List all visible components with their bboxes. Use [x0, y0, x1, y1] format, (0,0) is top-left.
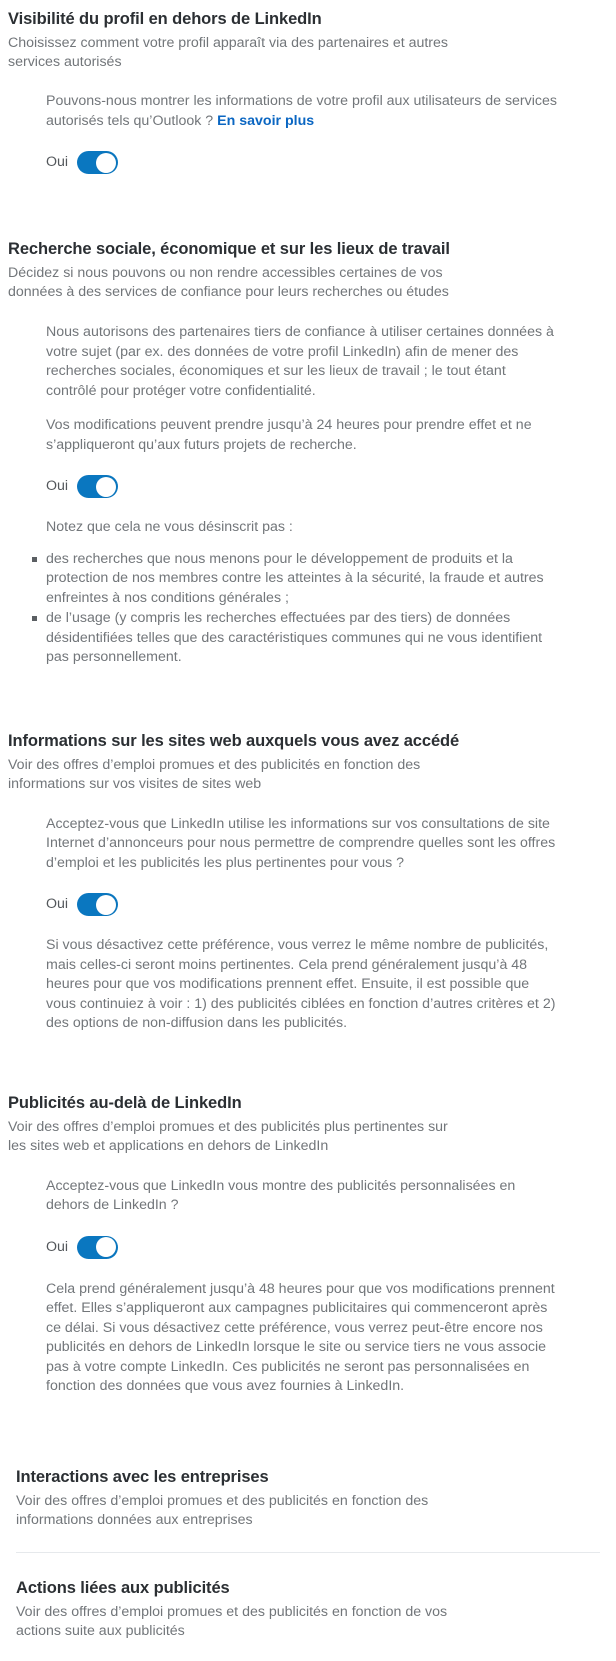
detail-paragraph: Vos modifications peuvent prendre jusqu’à 24 heures pour prendre effet et ne s’appliqueront qu’aux futurs projets de recherche.	[46, 417, 532, 453]
list-item-text: de l’usage (y compris les recherches effectuées par des tiers) de données désidentifiées telles que des caractéristiques communes qui ne vous identifient pas personnellement.	[46, 610, 543, 665]
toggle-knob	[96, 153, 116, 173]
section-profile-visibility-outside-linkedin	[8, 0, 608, 174]
section-detail	[46, 815, 608, 1034]
section-header	[8, 730, 608, 794]
bullet-square-icon	[32, 616, 37, 621]
section-subtitle: Voir des offres d’emploi promues et des publicités plus pertinentes sur les sites web et applications en dehors de LinkedIn	[8, 1118, 448, 1154]
section-subtitle: Voir des offres d’emploi promues et des publicités en fonction des informations données aux entreprises	[16, 1492, 429, 1528]
toggle-state-label: Oui	[46, 1238, 69, 1255]
section-subtitle: Décidez si nous pouvons ou non rendre accessibles certaines de vos données à des services de confiance pour leurs recherches ou études	[8, 265, 449, 300]
section-ad-related-actions[interactable]	[8, 1553, 608, 1641]
website-info-toggle[interactable]	[77, 893, 118, 916]
bullet-square-icon	[32, 557, 37, 562]
section-websites-you-visited	[8, 668, 608, 1034]
footnote: Si vous désactivez cette préférence, vous verrez le même nombre de publicités, mais celles-ci seront moins pertinentes. Cela prend généralement jusqu’à 48 heures pour que vos modifications prennent effet. Ensuite, il est possible que vous continuiez à voir : 1) des publicités ciblées en fonction d’autres critères et 2) des options de non-diffusion dans les publicités.	[46, 937, 556, 1031]
toggle-row	[46, 475, 608, 498]
consent-question	[46, 92, 558, 131]
consent-question: Acceptez-vous que LinkedIn utilise les informations sur vos consultations de site Internet d’annonceurs pour nous permettre de comprendre quelles sont les offres d’emploi et les publicités les plus pertinentes pour vous ?	[46, 815, 556, 871]
toggle-row	[46, 1236, 608, 1259]
consent-question: Acceptez-vous que LinkedIn vous montre des publicités personnalisées en dehors de LinkedIn ?	[46, 1177, 516, 1213]
profile-visibility-toggle[interactable]	[77, 151, 118, 174]
section-subtitle: Voir des offres d’emploi promues et des publicités en fonction des informations sur vos visites de sites web	[8, 756, 421, 792]
toggle-state-label: Oui	[46, 478, 69, 494]
list-item	[32, 550, 566, 609]
learn-more-link[interactable]: En savoir plus	[217, 112, 315, 129]
detail-paragraph: Nous autorisons des partenaires tiers de confiance à utiliser certaines données à votre sujet (par ex. des données de votre profil LinkedIn) afin de mener des recherches sociales, économiques et sur les lieux de travail ; le tout étant contrôlé pour protéger votre confidentialité.	[46, 324, 554, 399]
section-title: Publicités au-delà de LinkedIn	[8, 1093, 242, 1112]
section-title: Actions liées aux publicités	[16, 1578, 230, 1597]
list-item	[32, 609, 566, 668]
footnote: Cela prend généralement jusqu’à 48 heures pour que vos modifications prennent effet. Elles s’appliqueront aux campagnes publicitaires qui commenceront après ce délai. Si vous désactivez cette préférence, vous verrez peut-être encore nos publicités en dehors de LinkedIn lorsque le site ou service tiers ne vous associe pas à votre compte LinkedIn. Ces publicités ne seront pas personnalisées en fonction des données que vous avez fournies à LinkedIn.	[46, 1280, 555, 1394]
toggle-state-label: Oui	[46, 896, 69, 912]
section-ads-beyond-linkedin	[8, 1034, 608, 1397]
section-title: Informations sur les sites web auxquels vous avez accédé	[8, 731, 460, 750]
toggle-state-label: Oui	[46, 154, 69, 170]
section-detail	[46, 92, 608, 174]
section-social-economic-workplace-research	[8, 174, 608, 668]
toggle-knob	[96, 1237, 116, 1257]
research-consent-toggle[interactable]	[77, 475, 118, 498]
section-title: Interactions avec les entreprises	[16, 1467, 269, 1486]
consent-question-text: Pouvons-nous montrer les informations de votre profil aux utilisateurs de services autorisés tels qu’Outlook ?	[46, 93, 557, 129]
ads-beyond-linkedin-toggle[interactable]	[77, 1236, 118, 1259]
toggle-knob	[96, 477, 116, 497]
page-title: Visibilité du profil en dehors de LinkedIn	[8, 10, 322, 28]
section-title: Recherche sociale, économique et sur les lieux de travail	[8, 240, 450, 258]
section-header	[8, 8, 608, 72]
toggle-row	[46, 151, 608, 174]
section-header	[8, 1092, 608, 1156]
section-detail	[46, 323, 608, 668]
section-subtitle: Voir des offres d’emploi promues et des publicités en fonction de vos actions suite aux publicités	[16, 1603, 448, 1639]
list-item-text: des recherches que nous menons pour le développement de produits et la protection de nos membres contre les atteintes à la sécurité, la fraude et autres enfreintes à nos conditions générales ;	[46, 550, 544, 606]
section-company-interactions[interactable]	[8, 1397, 608, 1530]
section-detail	[46, 1177, 608, 1397]
toggle-knob	[96, 895, 116, 915]
note-intro: Notez que cela ne vous désinscrit pas :	[46, 519, 293, 535]
section-header	[8, 238, 608, 302]
opt-out-note-list	[46, 550, 608, 668]
toggle-row	[46, 893, 608, 916]
section-subtitle: Choisissez comment votre profil apparaît via des partenaires et autres services autorisés	[8, 35, 449, 70]
